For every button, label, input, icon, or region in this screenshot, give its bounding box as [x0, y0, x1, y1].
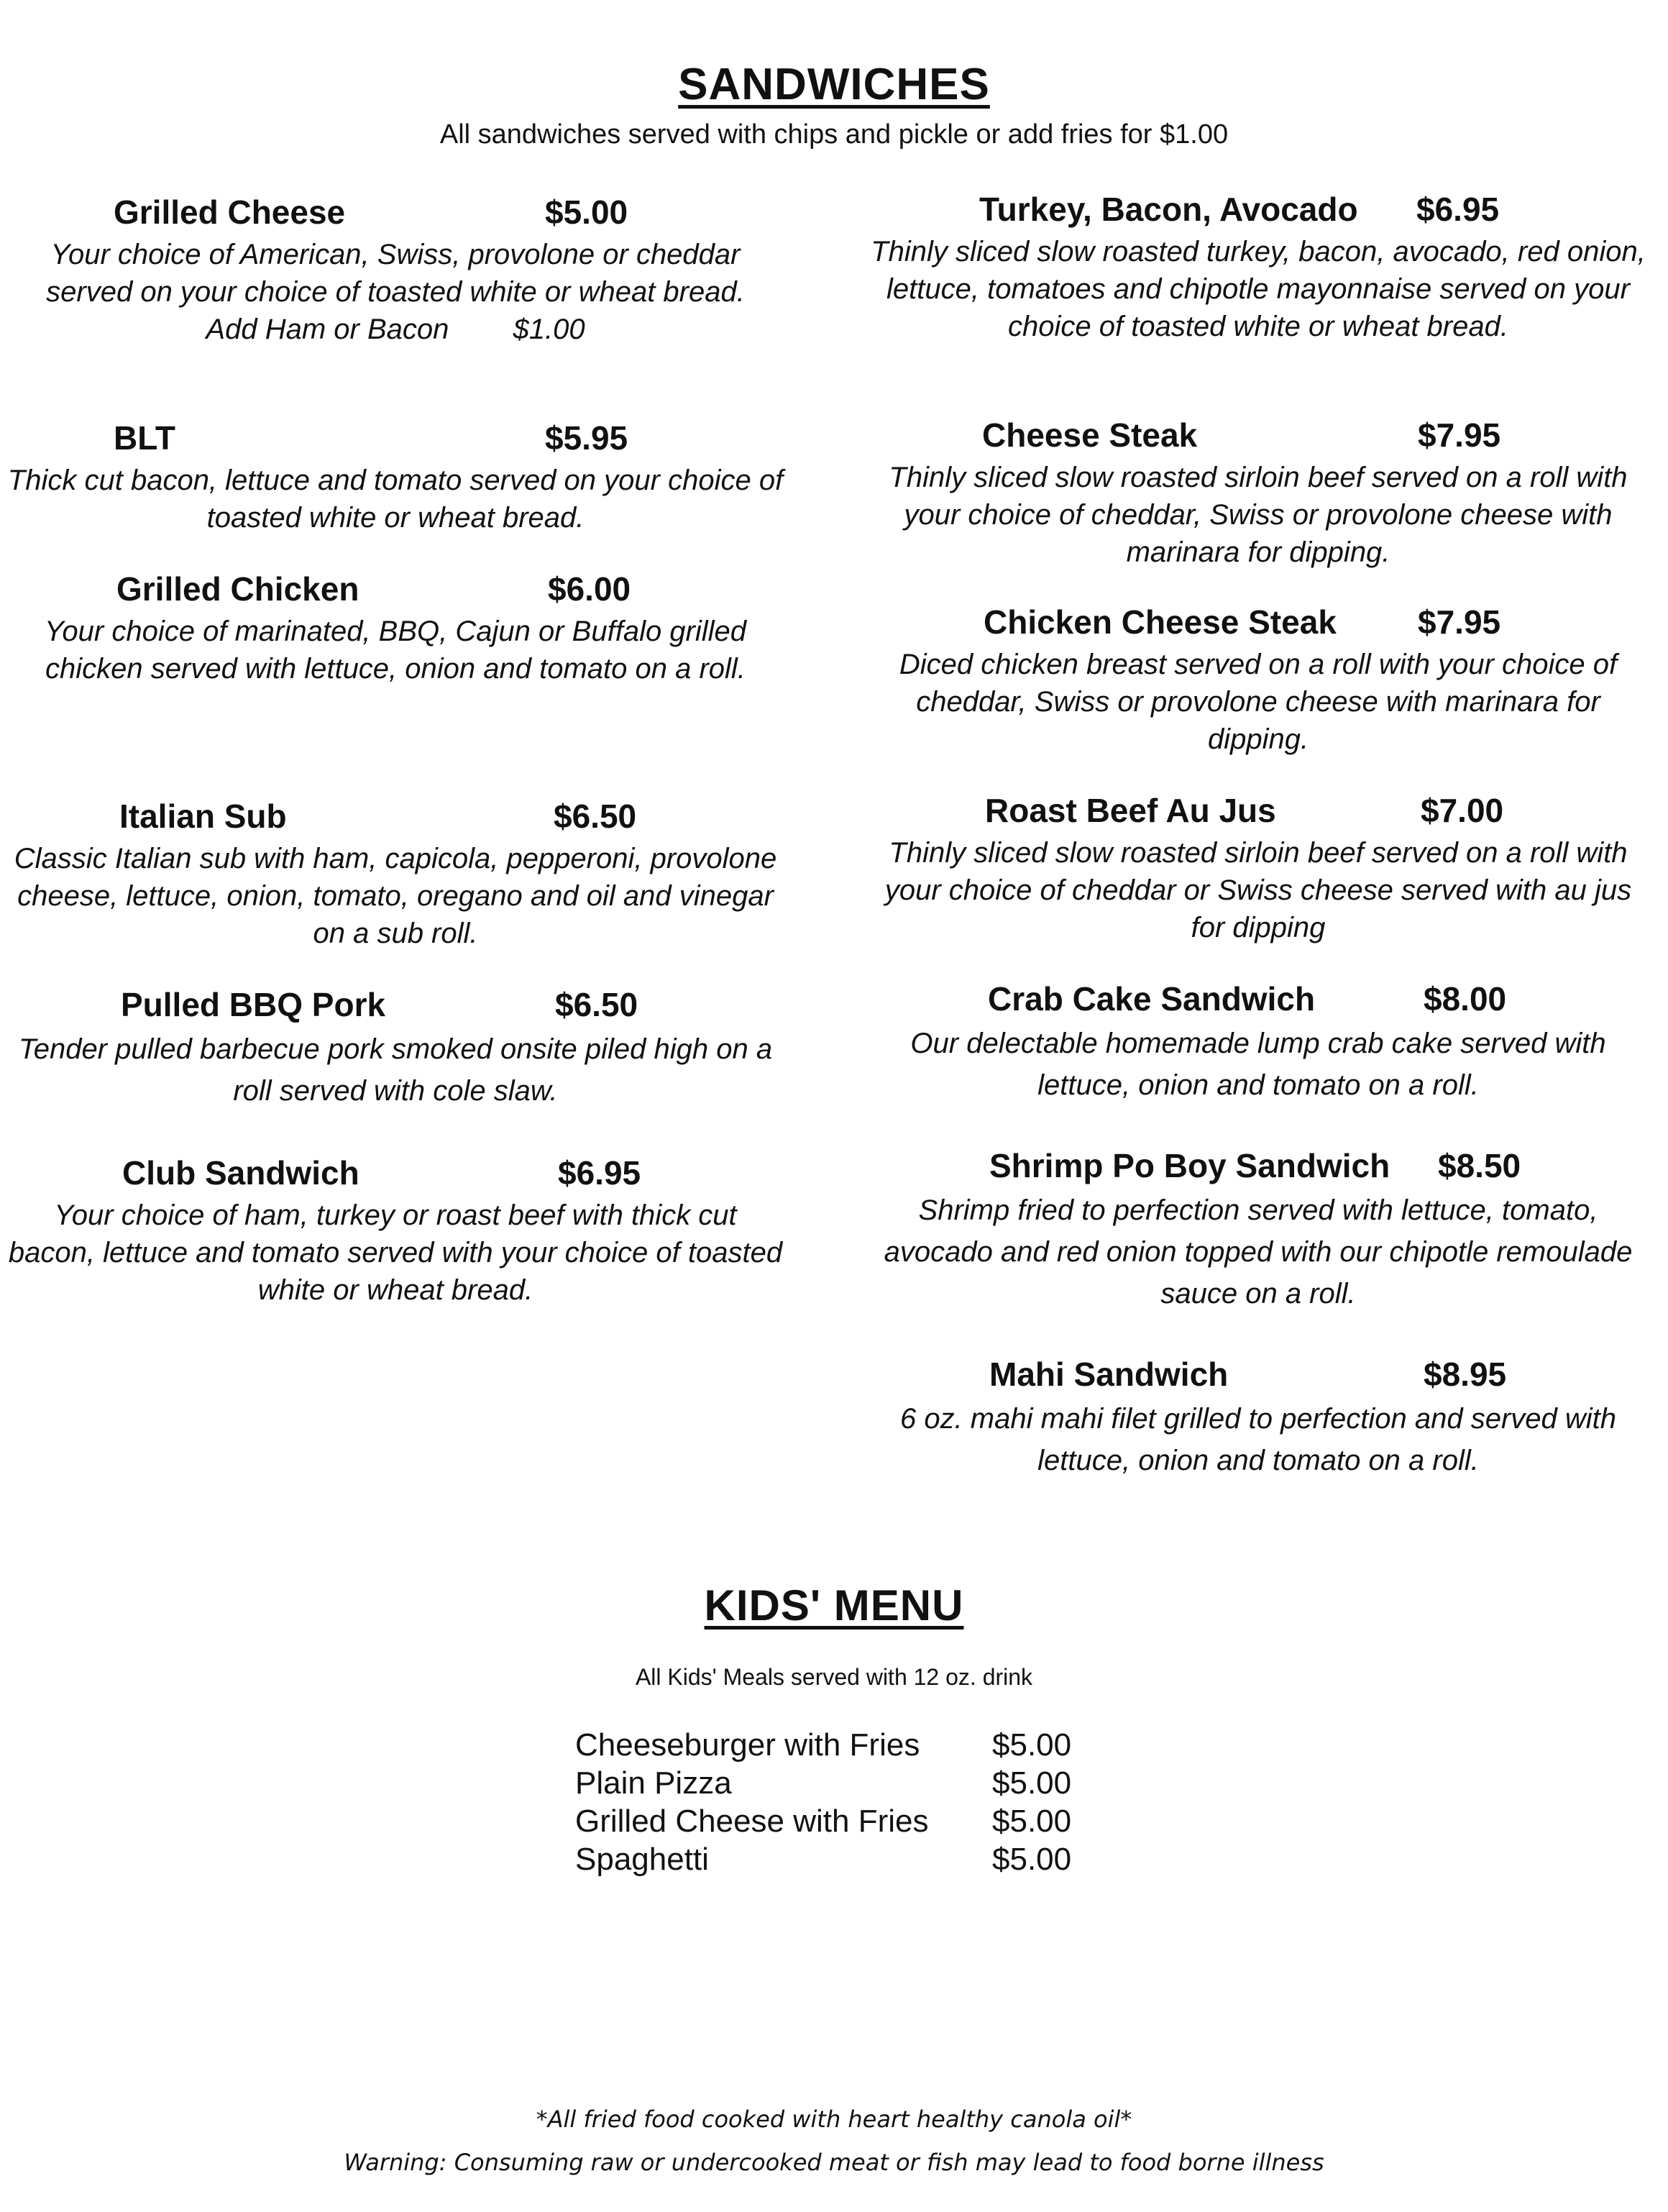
item-name: Shrimp Po Boy Sandwich — [989, 1147, 1390, 1184]
item-price: $8.50 — [1438, 1147, 1521, 1184]
item-name: Cheese Steak — [982, 416, 1198, 454]
item-price: $8.95 — [1424, 1356, 1507, 1393]
item-description: Thick cut bacon, lettuce and tomato served on your choice of toasted white or wheat bread. — [7, 465, 784, 534]
kids-item — [575, 1726, 1122, 1764]
item-description: Thinly sliced slow roasted sirloin beef served on a roll with your choice of cheddar or Swiss cheese served with au jus for dipping — [884, 837, 1632, 943]
kids-item-price: $5.00 — [992, 1804, 1072, 1839]
item-description: Shrimp fried to perfection served with lettuce, tomato, avocado and red onion topped with our chipotle remoulade sauce on a roll. — [884, 1194, 1633, 1310]
footer-note: *All fried food cooked with heart healthy canola oil* — [536, 2106, 1132, 2133]
item-name: Roast Beef Au Jus — [985, 792, 1276, 829]
menu-item-roast-beef-au-jus — [870, 791, 1646, 946]
kids-item-price: $5.00 — [992, 1765, 1072, 1801]
item-price: $7.95 — [1418, 416, 1501, 454]
item-name: BLT — [114, 419, 176, 457]
item-name: Club Sandwich — [122, 1154, 359, 1192]
item-price: $7.95 — [1418, 603, 1501, 641]
kids-item-name: Cheeseburger with Fries — [575, 1727, 920, 1763]
menu-item-club-sandwich — [7, 1153, 784, 1309]
item-description: Your choice of marinated, BBQ, Cajun or Buffalo grilled chicken served with lettuce, onion and tomato on a roll. — [44, 616, 747, 685]
menu-item-mahi-sandwich — [870, 1355, 1646, 1481]
kids-item — [575, 1764, 1122, 1802]
kids-item-price: $5.00 — [992, 1842, 1072, 1877]
item-description: Classic Italian sub with ham, capicola, pepperoni, provolone cheese, lettuce, onion, tomato, oregano and oil and vinegar on a sub roll. — [14, 843, 777, 949]
kids-item — [575, 1802, 1122, 1840]
kids-item-name: Grilled Cheese with Fries — [575, 1804, 929, 1839]
item-description: Your choice of American, Swiss, provolone or cheddar served on your choice of toasted white or wheat bread. — [46, 239, 745, 308]
menu-item-crab-cake-sandwich — [870, 979, 1646, 1106]
item-description: Your choice of ham, turkey or roast beef with thick cut bacon, lettuce and tomato served with your choice of toasted white or wheat bread. — [8, 1199, 783, 1306]
item-name: Mahi Sandwich — [989, 1356, 1229, 1393]
menu-item-italian-sub — [7, 797, 784, 952]
item-price: $6.95 — [558, 1154, 641, 1192]
kids-item — [575, 1840, 1122, 1878]
item-name: Grilled Cheese — [114, 193, 346, 231]
item-description: Our delectable homemade lump crab cake served with lettuce, onion and tomato on a roll. — [910, 1028, 1606, 1101]
item-price: $5.00 — [545, 193, 628, 231]
kids-item-name: Plain Pizza — [575, 1765, 732, 1801]
item-price: $5.95 — [545, 419, 628, 457]
addon-label: Add Ham or Bacon — [206, 314, 449, 345]
item-price: $7.00 — [1421, 792, 1504, 829]
menu-item-turkey-bacon-avocado — [870, 190, 1646, 345]
sandwiches-subtitle: All sandwiches served with chips and pickle or add fries for $1.00 — [439, 119, 1229, 150]
addon-price: $1.00 — [513, 314, 585, 345]
menu-item-cheese-steak — [870, 416, 1646, 571]
kids-item-price: $5.00 — [992, 1727, 1072, 1763]
kids-item-name: Spaghetti — [575, 1842, 709, 1877]
item-description: Thinly sliced slow roasted sirloin beef served on a roll with your choice of cheddar, Swiss or provolone cheese with marinara for dipping. — [889, 462, 1628, 568]
item-name: Pulled BBQ Pork — [121, 986, 386, 1023]
menu-item-chicken-cheese-steak — [870, 603, 1646, 758]
menu-item-grilled-chicken — [7, 570, 784, 687]
item-price: $6.95 — [1416, 191, 1500, 228]
footer-warning: Warning: Consuming raw or undercooked meat or fish may lead to food borne illness — [344, 2149, 1324, 2176]
menu-item-shrimp-po-boy — [870, 1146, 1646, 1315]
item-price: $6.50 — [554, 797, 637, 835]
item-description: Diced chicken breast served on a roll with your choice of cheddar, Swiss or provolone cheese with marinara for dipping. — [899, 649, 1618, 755]
menu-item-blt — [7, 419, 784, 536]
menu-item-grilled-cheese — [7, 193, 784, 348]
item-description: Tender pulled barbecue pork smoked onsite piled high on a roll served with cole slaw. — [18, 1033, 773, 1107]
item-name: Grilled Chicken — [116, 570, 359, 608]
sandwiches-title: SANDWICHES — [678, 60, 990, 109]
item-name: Italian Sub — [119, 797, 287, 835]
item-price: $6.00 — [548, 570, 631, 608]
addon-line — [7, 311, 784, 348]
item-name: Crab Cake Sandwich — [988, 980, 1316, 1018]
item-price: $6.50 — [555, 986, 638, 1023]
item-price: $8.00 — [1424, 980, 1507, 1018]
kids-menu-subtitle: All Kids' Meals served with 12 oz. drink — [635, 1664, 1033, 1690]
item-description: 6 oz. mahi mahi filet grilled to perfection and served with lettuce, onion and tomato on a roll. — [899, 1403, 1617, 1476]
item-name: Chicken Cheese Steak — [984, 603, 1337, 641]
kids-menu-list — [575, 1726, 1122, 1878]
menu-item-pulled-bbq-pork — [7, 985, 784, 1112]
item-description: Thinly sliced slow roasted turkey, bacon, avocado, red onion, lettuce, tomatoes and chipotle mayonnaise served on your choice of toasted white or wheat bread. — [871, 236, 1646, 342]
item-name: Turkey, Bacon, Avocado — [979, 191, 1358, 228]
kids-menu-title: KIDS' MENU — [704, 1581, 964, 1630]
